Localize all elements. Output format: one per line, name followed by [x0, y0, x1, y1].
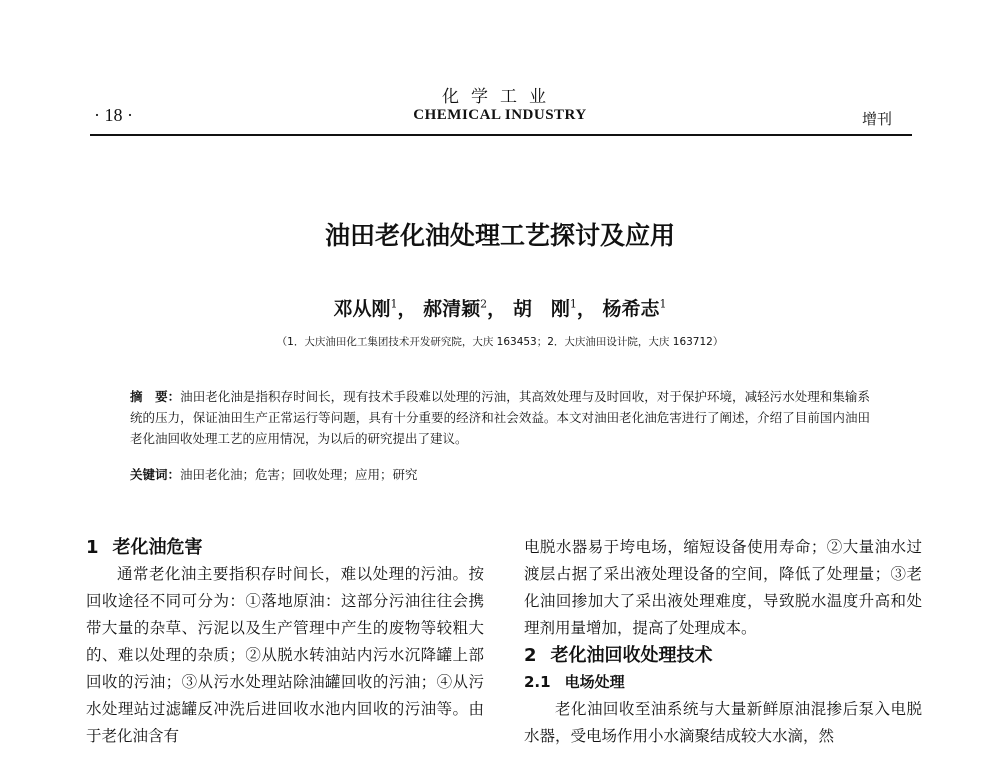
body-paragraph: 通常老化油主要指积存时间长，难以处理的污油。按回收途径不同可分为：①落地原油：这部分污油往往会携带大量的杂草、污泥以及生产管理中产生的废物等较粗大的、难以处理的杂质；②从脱水转油站内污水沉降罐上部回收的污油；③从污水处理站除油罐回收的污油；④从污水处理站过滤罐反冲洗后进回收水池内回收的污油等。由于老化油含有: [86, 565, 484, 745]
author-separator: ，: [397, 298, 417, 320]
subsection-title: 电场处理: [564, 673, 625, 691]
subsection-number: 2.1: [524, 673, 551, 691]
section-heading: [524, 642, 922, 669]
section-number: 1: [86, 537, 99, 558]
subsection-heading: [524, 669, 922, 696]
author-affiliation-mark: 1: [659, 297, 667, 311]
left-column: [86, 534, 484, 750]
author-separator: ，: [576, 298, 596, 320]
paper-title: 油田老化油处理工艺探讨及应用: [324, 221, 675, 250]
abstract-text: 油田老化油是指积存时间长，现有技术手段难以处理的污油，其高效处理与及时回收，对于保护环境，减轻污水处理和集输系统的压力，保证油田生产正常运行等问题，具有十分重要的经济和社会效益。本文对油田老化油危害进行了阐述，介绍了目前国内油田老化油回收处理工艺的应用情况，为以后的研究提出了建议。: [130, 389, 870, 446]
author-affiliation-mark: 1: [390, 297, 398, 311]
section-number: 2: [524, 645, 537, 666]
author-separator: ，: [487, 298, 507, 320]
header-rule: [90, 134, 912, 136]
author-list: [0, 294, 1000, 321]
body-paragraph: 老化油回收至油系统与大量新鲜原油混掺后泵入电脱水器，受电场作用小水滴聚结成较大水滴，然: [524, 700, 922, 745]
author-name: 杨希志: [602, 298, 660, 320]
section-title: 老化油回收处理技术: [550, 645, 713, 666]
author-affiliation-mark: 1: [569, 297, 577, 311]
author-name: 胡 刚: [512, 298, 570, 320]
issue-label: 增刊: [862, 110, 893, 128]
keywords: [130, 464, 870, 485]
abstract: [130, 386, 870, 449]
right-column: [524, 534, 922, 750]
author-name: 邓从刚: [333, 298, 391, 320]
section-heading: [86, 534, 484, 561]
journal-name-cn: 化学工业: [442, 87, 558, 107]
section-title: 老化油危害: [112, 537, 203, 558]
keywords-text: 油田老化油；危害；回收处理；应用；研究: [180, 467, 418, 482]
keywords-label: 关键词：: [130, 467, 181, 482]
journal-name-en: CHEMICAL INDUSTRY: [413, 107, 587, 123]
author-affiliation-mark: 2: [480, 297, 488, 311]
author-name: 郝清颖: [423, 298, 481, 320]
page-number: · 18 ·: [94, 105, 133, 125]
abstract-label: 摘 要：: [130, 389, 181, 404]
affiliations: （1．大庆油田化工集团技术开发研究院，大庆 163453；2．大庆油田设计院，大庆 163712）: [276, 336, 724, 348]
body-paragraph: 电脱水器易于垮电场，缩短设备使用寿命；②大量油水过渡层占据了采出液处理设备的空间，降低了处理量；③老化油回掺加大了采出液处理难度，导致脱水温度升高和处理剂用量增加，提高了处理成本。: [524, 538, 922, 637]
